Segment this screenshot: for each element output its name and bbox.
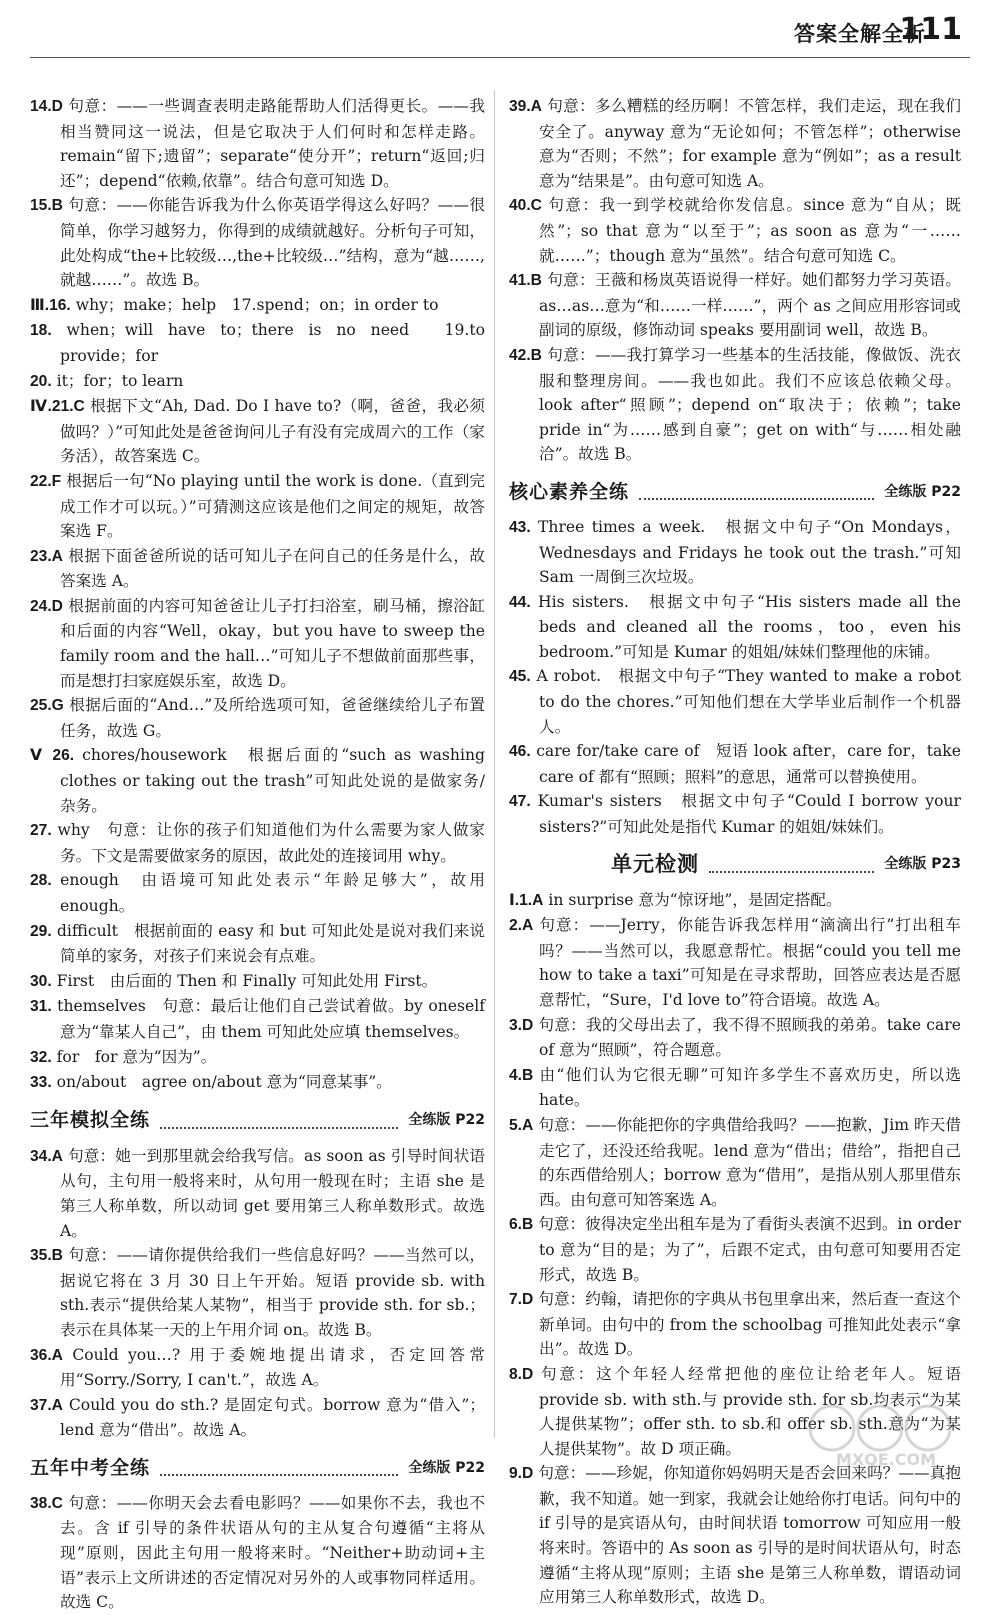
answer-entry [509, 1113, 961, 1212]
answer-entry [509, 1212, 961, 1287]
answer-explanation: 根据下文“Ah, Dad. Do I have to?（啊，爸爸，我必须做吗？）”可知此处是爸爸询问儿子有没有完成周六的工作（家务活），故答案选 C。 [60, 397, 485, 466]
answer-number: 31. [30, 998, 52, 1016]
answer-number: 30. [30, 972, 52, 990]
answer-number: 47. [509, 793, 531, 811]
header-rule [30, 57, 970, 58]
answer-entry [30, 318, 485, 368]
answer-entry [509, 1063, 961, 1113]
answer-explanation: 由“他们认为它很无聊”可知许多学生不喜欢历史，所以选 hate。 [539, 1065, 961, 1110]
answer-number: 2.A [509, 917, 534, 935]
answer-explanation: it；for；to learn [56, 371, 184, 390]
answer-explanation: 句意：——一些调查表明走路能帮助人们活得更长。——我相当赞同这一说法，但是它取决于人们何时和怎样走路。remain“留下;遗留”；separate“使分开”；return“返回;归还”；depend“依赖,依靠”。结合句意可知选 D。 [60, 97, 485, 190]
answer-number: 8.D [509, 1365, 534, 1383]
answer-entry [509, 193, 961, 268]
section-header [509, 475, 961, 509]
answer-entry [30, 919, 485, 969]
svg-text:MXQE.COM: MXQE.COM [835, 1450, 937, 1469]
header-title: 答案全解全析 [794, 22, 926, 46]
answer-number: 22.F [30, 472, 62, 490]
answer-explanation: why；make；help 17.spend；on；in order to [75, 295, 439, 314]
answer-entry [30, 193, 485, 292]
answer-number: 43. [509, 518, 531, 536]
answer-explanation: 句意：——珍妮，你知道你妈妈明天是否会回来吗？——真抱歉，我不知道。她一到家，我就会让她给你打电话。问句中的 if 引导的是宾语从句，由时间状语 tomorrow 可知应用一般将来时。答语中的 As soon as 引导的是时间状语从句，时态遵循“主将从现”原则；主语 she 是第三人称单数，谓语动词应用第三人称单数形式，故选 D。 [538, 1464, 961, 1607]
answer-explanation: on/about agree on/about 意为“同意某事”。 [56, 1073, 392, 1092]
answer-explanation: 根据前面的内容可知爸爸让儿子打扫浴室，刷马桶，擦浴缸和后面的内容“Well，okay，but you have to sweep the family room and the hall…”可知儿子不想做前面那些事，而是想打扫家庭娱乐室，故选 D。 [60, 596, 485, 690]
answer-number: 33. [30, 1074, 52, 1092]
answer-explanation: First 由后面的 Then 和 Finally 可知此处用 First。 [56, 971, 438, 990]
answer-entry [30, 994, 485, 1044]
answer-number: 3.D [509, 1016, 534, 1034]
answer-number: Ⅲ.16. [30, 296, 71, 314]
answer-explanation: 句意：彼得决定坐出租车是为了看街头表演不迟到。in order to 意为“目的是；为了”，后跟不定式，由句意可知要用否定形式，故选 B。 [538, 1215, 961, 1284]
answer-explanation: 句意：——Jerry，你能告诉我怎样用“滴滴出行”打出租车吗？——当然可以，我愿意帮忙。根据“could you tell me how to take a taxi”可知是在寻求帮助，回答应表达是否愿意帮忙，“Sure，I'd love to”符合语境。故选 A。 [539, 916, 961, 1009]
answer-number: 27. [30, 822, 52, 840]
section-page-ref: 全练版 P22 [408, 1112, 485, 1129]
answer-explanation: 句意：——你能把你的字典借给我吗？——抱歉，Jim 昨天借走它了，还没还给我呢。lend 意为“借出；借给”，指把自己的东西借给别人；borrow 意为“借用”，是指从别人那里借东西。由句意可知答案选 A。 [538, 1115, 961, 1209]
answer-entry [509, 913, 961, 1012]
page-number: 111 [899, 12, 962, 47]
answer-entry [30, 1144, 485, 1243]
answer-number: 44. [509, 593, 531, 611]
section-leader-dots [639, 484, 874, 500]
answer-explanation: why 句意：让你的孩子们知道他们为什么需要为家人做家务。下文是需要做家务的原因，故此处的连接词用 why。 [57, 821, 485, 865]
answer-explanation: 句意：多么糟糕的经历啊！不管怎样，我们走运，现在我们安全了。anyway 意为“无论如何；不管怎样”；otherwise 意为“否则；不然”；for example 意为“例如”；as a result 意为“结果是”。由句意可知选 A。 [539, 97, 961, 190]
answer-entry [509, 94, 961, 193]
answer-entry [30, 394, 485, 469]
answer-entry [30, 1243, 485, 1342]
answer-number: 23.A [30, 547, 63, 565]
answer-entry [509, 1013, 961, 1063]
answer-explanation: 句意：我一到学校就给你发信息。since 意为“自从；既然”；so that 意为“以至于”；as soon as 意为“一……就……”；though 意为“虽然”。结合句意可知选 C。 [539, 196, 961, 265]
answer-explanation: for for 意为“因为”。 [56, 1047, 217, 1066]
answer-explanation: 句意：王薇和杨岚英语说得一样好。她们都努力学习英语。as…as…意为“和……一样……”，两个 as 之间应用形容词或副词的原级，修饰动词 speaks 要用副词 well，故选 B。 [539, 271, 961, 340]
left-column [30, 94, 485, 1615]
answer-number: 25.G [30, 697, 64, 715]
section-page-ref: 全练版 P23 [884, 856, 961, 873]
section-page-ref: 全练版 P22 [408, 1459, 485, 1476]
answer-explanation: Could you…? 用于委婉地提出请求，否定回答常用“Sorry./Sorry, I can't.”，故选 A。 [60, 1345, 485, 1390]
answer-entry [30, 1393, 485, 1443]
answer-number: 15.B [30, 197, 63, 215]
section-title: 三年模拟全练 [30, 1109, 151, 1132]
answer-entry [30, 1343, 485, 1393]
answer-number: Ⅴ 26. [30, 747, 75, 765]
answer-explanation: care for/take care of 短语 look after，care for，take care of 都有“照顾；照料”的意思，通常可以替换使用。 [536, 742, 961, 786]
answer-explanation: chores/housework 根据后面的“such as washing clothes or taking out the trash”可知此处说的是做家务/杂务。 [60, 746, 485, 815]
answer-number: 9.D [509, 1465, 534, 1483]
answer-entry [30, 868, 485, 918]
column-divider [494, 90, 495, 1438]
answer-entry [30, 818, 485, 868]
answer-number: 34.A [30, 1147, 63, 1165]
answer-number: 14.D [30, 98, 63, 115]
answer-number: 41.B [509, 272, 542, 290]
section-header [30, 1104, 485, 1138]
answer-explanation: Kumar's sisters 根据文中句子“Could I borrow your sisters?”可知此处是指代 Kumar 的姐姐/妹妹们。 [537, 792, 961, 837]
answer-number: 20. [30, 372, 52, 390]
answer-entry [30, 293, 485, 319]
answer-explanation: 句意：我的父母出去了，我不得不照顾我的弟弟。take care of 意为“照顾”，符合题意。 [538, 1015, 961, 1060]
answer-number: 6.B [509, 1216, 534, 1234]
section-title: 核心素养全练 [509, 480, 630, 503]
answer-number: 42.B [509, 346, 542, 364]
answer-explanation: when；will have to；there is no need 19.to provide；for [60, 321, 485, 365]
answer-number: 39.A [509, 98, 542, 115]
section-title: 单元检测 [611, 852, 699, 877]
answer-entry [30, 969, 485, 995]
answer-explanation: themselves 句意：最后让他们自己尝试着做。by oneself 意为“靠某人自己”，由 them 可知此处应填 themselves。 [57, 997, 485, 1041]
answer-number: 36.A [30, 1346, 63, 1364]
answer-number: Ⅰ.1.A [509, 891, 544, 909]
answer-explanation: His sisters. 根据文中句子“His sisters made all the beds and cleaned all the rooms，too，even his bedroom.”可知是 Kumar 的姐姐/妹妹们整理他的床铺。 [538, 592, 961, 661]
answer-number: 7.D [509, 1291, 534, 1309]
answer-entry [30, 1070, 485, 1096]
answer-number: 28. [30, 872, 52, 890]
answer-entry [30, 469, 485, 544]
answer-explanation: 句意：约翰，请把你的字典从书包里拿出来，然后查一查这个新单词。由句中的 from the schoolbag 可推知此处表示“拿出”。故选 D。 [538, 1290, 961, 1359]
answer-number: 18. [30, 322, 52, 340]
section-header [509, 848, 961, 882]
answer-number: 37.A [30, 1396, 63, 1414]
answer-number: Ⅳ.21.C [30, 398, 85, 416]
answer-number: 4.B [509, 1066, 534, 1084]
answer-explanation: A robot. 根据文中句子“They wanted to make a robot to do the chores.”可知他们想在大学毕业后制作一个机器人。 [536, 667, 961, 736]
section-leader-dots [160, 1460, 398, 1476]
answer-number: 40.C [509, 197, 542, 215]
answer-explanation: 句意：——我打算学习一些基本的生活技能，像做饭、洗衣服和整理房间。——我也如此。我们不应该总依赖父母。look after“照顾”；depend on“取决于；依赖”；take pride in“为……感到自豪”；get on with“与……相处融洽”。故选 B。 [539, 345, 961, 464]
section-header [30, 1451, 485, 1485]
answer-explanation: Three times a week. 根据文中句子“On Mondays，Wednesdays and Fridays he took out the trash.”可知 Sam 一周倒三次垃圾。 [538, 517, 961, 587]
answer-entry [30, 369, 485, 395]
right-column [509, 94, 961, 1610]
answer-entry [30, 1045, 485, 1071]
answer-explanation: 句意：她一到那里就会给我写信。as soon as 引导时间状语从句，主句用一般将来时，从句用一般现在时；主语 she 是第三人称单数，所以动词 get 要用第三人称单数形式。故选 A。 [60, 1146, 485, 1240]
answer-entry [509, 1287, 961, 1362]
answer-entry [509, 739, 961, 789]
answer-entry [30, 94, 485, 193]
answer-entry [509, 664, 961, 739]
section-leader-dots [160, 1113, 398, 1129]
answer-entry [30, 693, 485, 743]
section-page-ref: 全练版 P22 [884, 483, 961, 500]
answer-entry [30, 544, 485, 594]
answer-explanation: 句意：——你明天会去看电影吗？——如果你不去，我也不去。含 if 引导的条件状语从句的主从复合句遵循“主将从现”原则，因此主句用一般将来时。“Neither+助动词+主语”表示上文所讲述的否定情况对另外的人或事物同样适用。故选 C。 [60, 1493, 485, 1612]
answer-entry [509, 515, 961, 590]
answer-number: 24.D [30, 597, 63, 615]
answer-explanation: 根据后面的“And…”及所给选项可知，爸爸继续给儿子布置任务，故选 G。 [60, 696, 485, 740]
answer-number: 29. [30, 922, 52, 940]
answer-entry [509, 888, 961, 914]
answer-explanation: 句意：——请你提供给我们一些信息好吗？——当然可以，据说它将在 3 月 30 日上午开始。短语 provide sb. with sth.表示“提供给某人某物”，相当于 provide sth. for sb.；表示在具体某一天的上午用介词 on。故选 B。 [60, 1246, 485, 1339]
watermark-logo [802, 1400, 970, 1470]
answer-entry [509, 1461, 961, 1610]
answer-number: 5.A [509, 1116, 534, 1134]
answer-explanation: in surprise 意为“惊讶地”，是固定搭配。 [548, 890, 842, 909]
answer-explanation: 句意：这个年轻人经常把他的座位让给老年人。短语 provide sb. with sth.与 provide sth. for sb.均表示“为某人提供某物”；offer sth. to sb.和 offer sb. sth.意为“为某人提供某物”。故 D 项正确。 [539, 1364, 961, 1458]
answer-number: 32. [30, 1048, 52, 1066]
section-leader-dots [709, 857, 874, 873]
answer-number: 46. [509, 743, 531, 761]
answer-number: 35.B [30, 1247, 63, 1265]
answer-explanation: 句意：——你能告诉我为什么你英语学得这么好吗？——很简单，你学习越努力，你得到的成绩就越好。分析句子可知，此处构成“the+比较级…,the+比较级…”结构，意为“越……,就越……”。故选 B。 [60, 196, 485, 290]
answer-number: 45. [509, 668, 531, 686]
answer-entry [509, 268, 961, 343]
answer-explanation: 根据后一句“No playing until the work is done.（直到完成工作才可以玩。）”可猜测这应该是他们之间定的规矩，故答案选 F。 [60, 471, 485, 541]
page-header [0, 0, 1000, 56]
answer-entry [509, 343, 961, 467]
answer-entry [30, 594, 485, 693]
answer-number: 38.C [30, 1494, 63, 1512]
answer-explanation: enough 由语境可知此处表示“年龄足够大”，故用 enough。 [60, 871, 485, 915]
answer-explanation: 根据下面爸爸所说的话可知儿子在问自己的任务是什么，故答案选 A。 [60, 546, 485, 591]
answer-explanation: Could you do sth.? 是固定句式。borrow 意为“借入”；lend 意为“借出”。故选 A。 [60, 1395, 485, 1440]
answer-explanation: difficult 根据前面的 easy 和 but 可知此处是说对我们来说简单的家务，对孩子们来说会有点难。 [56, 921, 485, 966]
answer-entry [30, 743, 485, 818]
answer-entry [509, 590, 961, 665]
answer-entry [30, 1491, 485, 1615]
answer-entry [509, 789, 961, 839]
section-title: 五年中考全练 [30, 1456, 151, 1479]
